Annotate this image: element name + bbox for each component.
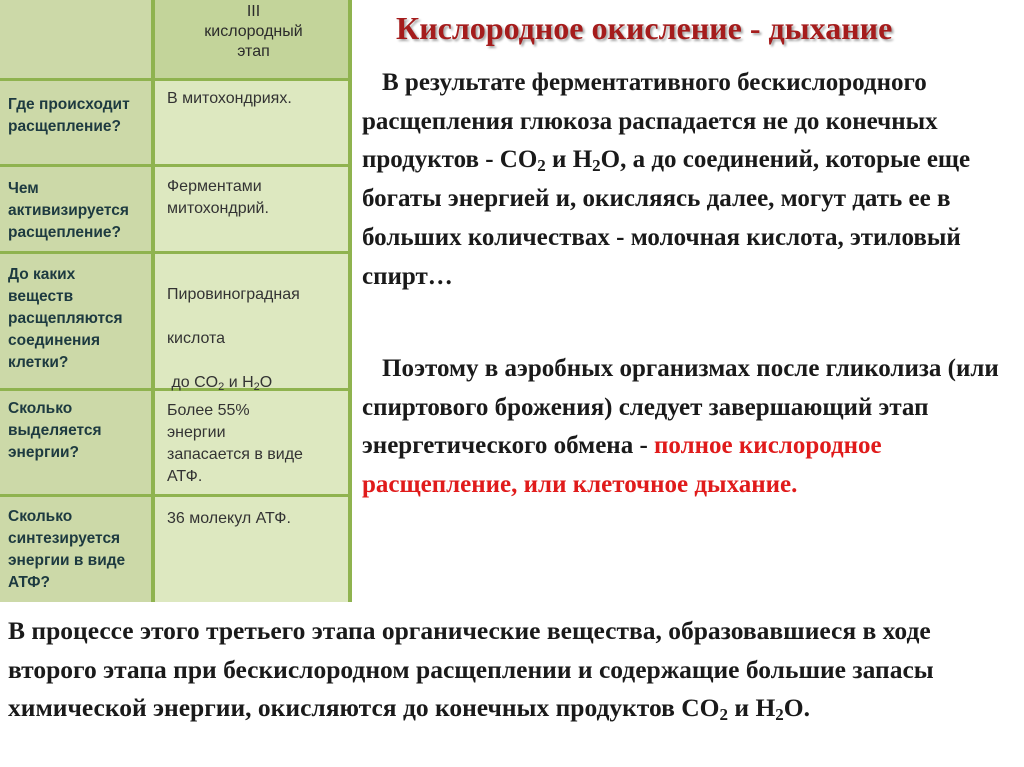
answer-line: Пировиноградная <box>167 286 300 303</box>
table-answer: Более 55% энергии запасается в виде АТФ. <box>167 402 303 485</box>
table-question: Сколько выделяется энергии? <box>8 400 102 461</box>
paragraph-text: О. <box>783 693 811 722</box>
answer-line <box>167 372 349 394</box>
row-divider <box>0 494 352 497</box>
subscript: 2 <box>719 705 729 724</box>
subscript: 2 <box>592 156 601 176</box>
subscript: 2 <box>253 381 260 393</box>
table-answer <box>167 262 349 416</box>
stage-table <box>0 0 352 602</box>
answer-text: до CO <box>167 374 219 391</box>
paragraph-text: В процессе этого третьего этапа органические вещества, образовавшиеся в ходе второго этапа при бескислородном расщеплении и содержащие большие запасы химической энергии, окисляются до конечных продуктов СО <box>8 616 934 722</box>
slide-title: Кислородное окисление - дыхание <box>396 10 893 46</box>
subscript: 2 <box>537 156 546 176</box>
table-answer: В митохондриях. <box>167 90 292 107</box>
paragraph-text: В результате ферментативного бескислородного расщепления глюкоза распадается не до конечных продуктов - СО <box>362 69 938 174</box>
paragraph-third-stage <box>8 612 1018 728</box>
paragraph-text: и Н <box>728 693 776 722</box>
paragraph-text: Поэтому в аэробных организмах после гликолиза (или спиртового брожения) следует завершающий этап энергетического обмена - <box>362 355 999 460</box>
highlight-text: полное кислородное расщепление, или клеточное дыхание. <box>362 432 882 499</box>
table-question: До каких веществ расщепляются соединения клетки? <box>8 266 123 371</box>
table-answer: 36 молекул АТФ. <box>167 510 291 527</box>
answer-line: кислота <box>167 330 226 347</box>
answer-text: O <box>259 374 273 391</box>
row-divider <box>0 164 352 167</box>
table-answer: Ферментами митохондрий. <box>167 178 269 217</box>
paragraph-text: О, а до соединений, которые еще богаты энергией и, окисляясь далее, могут дать ее в больших количествах - молочная кислота, этиловый спирт… <box>362 146 971 290</box>
table-question: Чем активизируется расщепление? <box>8 180 129 241</box>
table-question: Сколько синтезируется энергии в виде АТФ? <box>8 508 126 591</box>
subscript: 2 <box>218 381 225 393</box>
paragraph-text: и Н <box>545 146 593 174</box>
paragraph-aerobic <box>362 350 1016 505</box>
subscript: 2 <box>775 705 784 724</box>
answer-text: и H <box>224 374 254 391</box>
table-question: Где происходит расщепление? <box>8 96 130 135</box>
row-divider <box>0 251 352 254</box>
paragraph-intro <box>362 64 1016 296</box>
table-header: III кислородный этап <box>204 3 303 60</box>
row-divider <box>0 78 352 81</box>
